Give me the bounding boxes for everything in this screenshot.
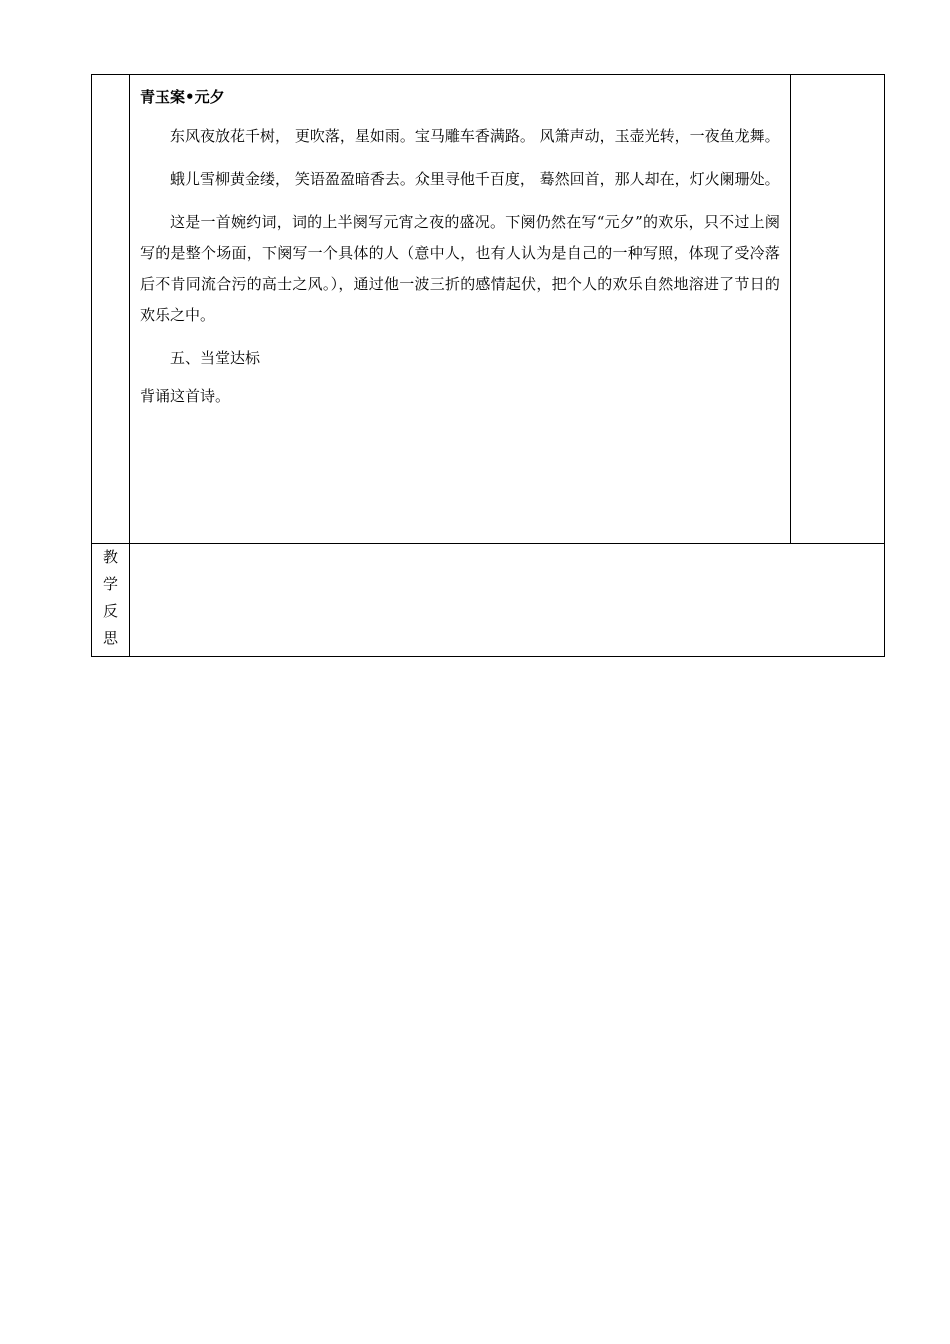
reflection-label-char: 教 xyxy=(103,548,119,566)
section-heading: 五、当堂达标 xyxy=(170,349,261,367)
right-notes-cell xyxy=(790,75,884,544)
reflection-content-cell[interactable] xyxy=(130,544,885,657)
section-task: 背诵这首诗。 xyxy=(140,387,231,405)
content-row xyxy=(92,75,885,544)
reflection-row xyxy=(92,544,885,657)
lesson-plan-table xyxy=(91,74,885,657)
poem-stanza-2: 蛾儿雪柳黄金缕， 笑语盈盈暗香去。众里寻他千百度， 蓦然回首，那人却在，灯火阑珊处。 xyxy=(170,170,780,188)
reflection-label-char: 思 xyxy=(103,629,119,647)
poem-stanza-1: 东风夜放花千树， 更吹落，星如雨。宝马雕车香满路。 风箫声动，玉壶光转，一夜鱼龙舞。 xyxy=(170,127,780,145)
left-label-cell xyxy=(92,75,130,544)
reflection-label-char: 反 xyxy=(103,602,119,620)
poem-analysis: 这是一首婉约词，词的上半阕写元宵之夜的盛况。下阕仍然在写“元夕”的欢乐，只不过上阕写的是整个场面，下阕写一个具体的人（意中人，也有人认为是自己的一种写照，体现了受冷落后不肯同流合污的高士之风。），通过他一波三折的感情起伏，把个人的欢乐自然地溶进了节日的欢乐之中。 xyxy=(140,213,780,324)
reflection-label xyxy=(92,544,129,652)
reflection-label-cell xyxy=(92,544,130,657)
poem-title: 青玉案•元夕 xyxy=(140,88,225,106)
main-content-cell xyxy=(130,75,791,544)
reflection-label-char: 学 xyxy=(103,575,119,593)
